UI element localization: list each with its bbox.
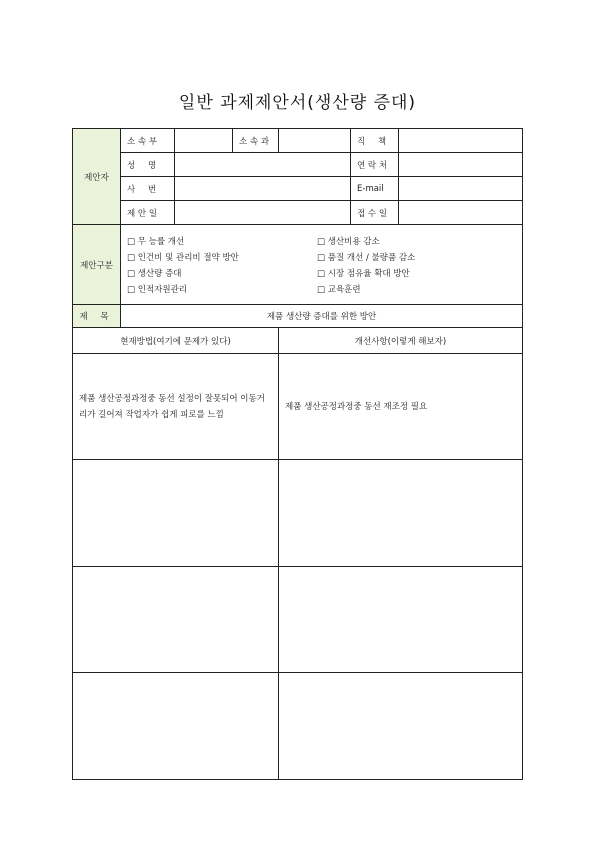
category-label: 제안구분 <box>73 225 121 305</box>
position-label: 직 책 <box>351 129 399 153</box>
team-label: 소 속 과 <box>233 129 279 153</box>
improvement-cell[interactable] <box>279 673 523 780</box>
proposer-row-4 <box>73 201 523 225</box>
proposer-section-label: 제안자 <box>73 129 121 225</box>
table-row <box>73 673 523 780</box>
name-label: 성 명 <box>121 153 175 177</box>
category-option[interactable]: □ 품질 개선 / 불량품 감소 <box>317 252 416 263</box>
current-method-header: 현재방법(여기에 문제가 있다) <box>73 328 279 354</box>
table-row <box>73 354 523 460</box>
current-method-cell[interactable] <box>73 673 279 780</box>
email-field[interactable] <box>399 177 523 201</box>
name-field[interactable] <box>175 153 351 177</box>
contact-label: 연 락 처 <box>351 153 399 177</box>
category-option[interactable]: □ 교육훈련 <box>317 284 361 295</box>
current-method-cell[interactable] <box>73 460 279 567</box>
category-options <box>121 225 523 305</box>
subject-field[interactable]: 제품 생산량 증대를 위한 방안 <box>121 305 523 328</box>
columns-header-row <box>73 328 523 354</box>
dept-label: 소 속 부 <box>121 129 175 153</box>
date-field[interactable] <box>175 201 351 225</box>
page-title: 일반 과제제안서(생산량 증대) <box>178 93 417 113</box>
improvement-cell[interactable] <box>279 460 523 567</box>
contact-field[interactable] <box>399 153 523 177</box>
email-label: E-mail <box>351 177 399 201</box>
table-row <box>73 567 523 673</box>
proposal-form <box>72 128 523 780</box>
proposer-row-2 <box>73 153 523 177</box>
subject-label: 제 목 <box>73 305 121 328</box>
improvement-cell[interactable] <box>279 567 523 673</box>
emp-no-field[interactable] <box>175 177 351 201</box>
emp-no-label: 사 번 <box>121 177 175 201</box>
improvement-cell[interactable]: 제품 생산공정과정중 동선 재조정 필요 <box>279 354 523 460</box>
proposer-row-3 <box>73 177 523 201</box>
category-option[interactable]: □ 인적자원관리 <box>127 284 187 295</box>
dept-field[interactable] <box>175 129 233 153</box>
proposer-row-1 <box>73 129 523 153</box>
position-field[interactable] <box>399 129 523 153</box>
receipt-label: 접 수 일 <box>351 201 399 225</box>
table-row <box>73 460 523 567</box>
team-field[interactable] <box>279 129 351 153</box>
category-option[interactable]: □ 생산비용 감소 <box>317 236 380 247</box>
subject-row <box>73 305 523 328</box>
category-option[interactable]: □ 생산량 증대 <box>127 268 182 279</box>
improvement-header: 개선사항(이렇게 해보자) <box>279 328 523 354</box>
receipt-field[interactable] <box>399 201 523 225</box>
category-option[interactable]: □ 인건비 및 관리비 절약 방안 <box>127 252 239 263</box>
current-method-cell[interactable] <box>73 567 279 673</box>
category-option[interactable]: □ 무 능률 개선 <box>127 236 185 247</box>
category-row <box>73 225 523 305</box>
date-label: 제 안 일 <box>121 201 175 225</box>
current-method-cell[interactable]: 제품 생산공정과정중 동선 설정이 잘못되어 이동거리가 길어져 작업자가 쉽게 피로를 느낌 <box>73 354 279 460</box>
category-option[interactable]: □ 시장 점유율 확대 방안 <box>317 268 410 279</box>
